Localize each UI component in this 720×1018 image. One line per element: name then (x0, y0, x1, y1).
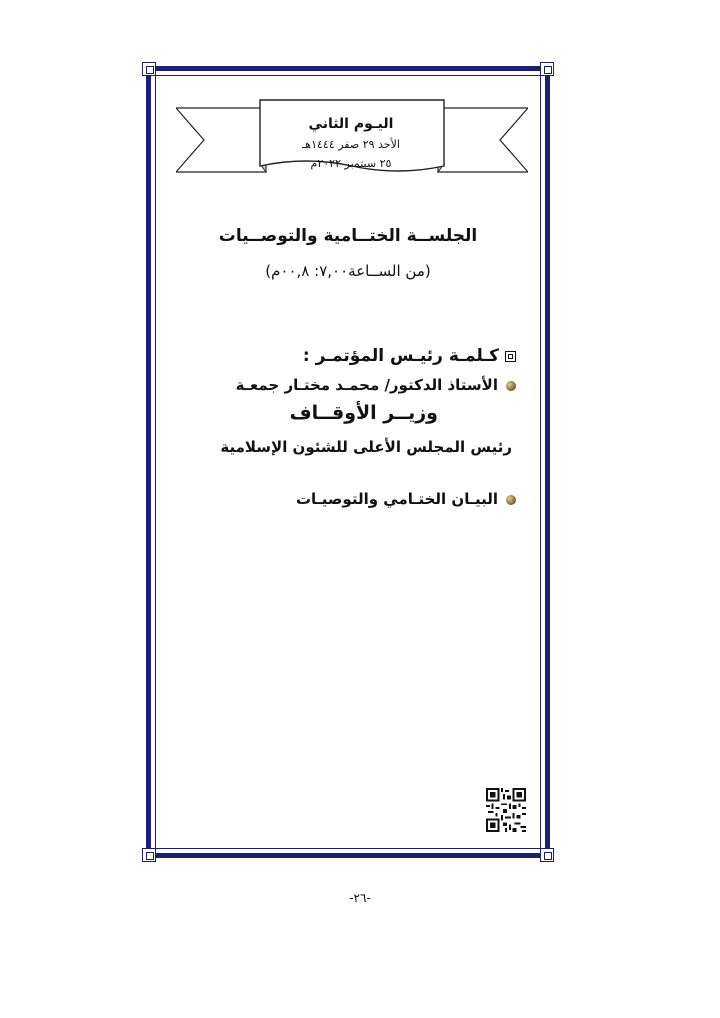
round-bullet-icon (506, 381, 516, 391)
frame-corner-ornament (540, 848, 554, 862)
square-bullet-icon (505, 351, 516, 362)
frame-corner-ornament (142, 848, 156, 862)
agenda (170, 340, 516, 520)
frame-corner-ornament (540, 62, 554, 76)
speaker-role2-row (220, 438, 512, 456)
speaker-role: وزيــر الأوقــاف (289, 402, 438, 424)
closing-item: البيـان الختـامي والتوصيـات (295, 490, 498, 508)
session-title: الجلســة الختــامية والتوصــيات (218, 226, 478, 246)
frame-corner-ornament (142, 62, 156, 76)
speaker-name: الأستاذ الدكتور/ محمـد مختـار جمعـة (235, 376, 498, 394)
speaker-role-2: رئيس المجلس الأعلى للشئون الإسلامية (220, 438, 512, 456)
speaker-name-row (236, 376, 516, 394)
page-number: -٢٦- (349, 891, 371, 905)
qr-code-icon (486, 788, 526, 832)
banner-text (262, 104, 440, 170)
speech-heading-row (303, 346, 516, 366)
day-title: اليـوم الثاني (308, 116, 394, 132)
closing-item-row (296, 490, 516, 508)
session-time: (من الســاعة٧,٠٠: ٠٠,٨م) (265, 262, 431, 280)
gregorian-date: ٢٥ سبتمبر ٢٠٢٢م (310, 157, 392, 170)
speaker-role-row (290, 402, 438, 424)
round-bullet-icon (506, 495, 516, 505)
hijri-date: الأحد ٢٩ صفر ١٤٤٤هـ (302, 138, 400, 151)
speech-heading: كـلمـة رئيـس المؤتمـر : (302, 346, 499, 366)
